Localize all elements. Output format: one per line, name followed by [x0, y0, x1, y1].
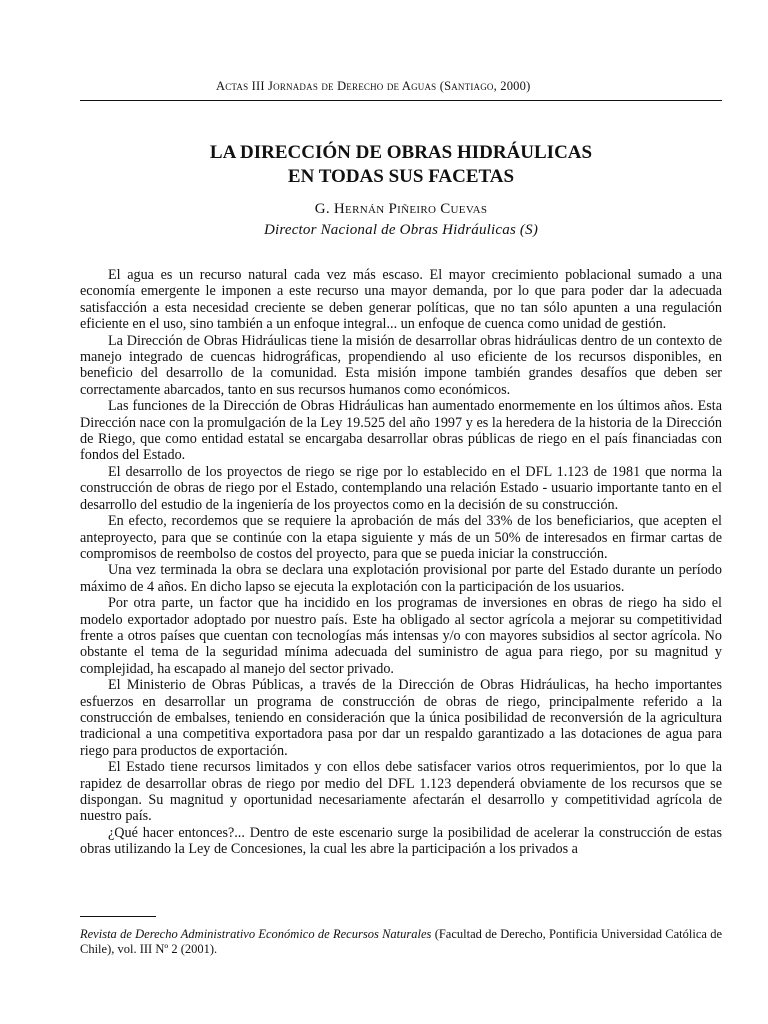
body-text — [80, 267, 722, 858]
header-rule — [80, 100, 722, 101]
article-title — [80, 141, 722, 189]
paragraph: El desarrollo de los proyectos de riego se rige por lo establecido en el DFL 1.123 de 1981 que norma la construcción de obras de riego por el Estado, contemplando una relación Estado - usuario importante tanto en el desarrollo del estudio de la ingeniería de los proyectos como en la decisión de su construcción. — [80, 463, 722, 513]
footnote — [80, 927, 722, 957]
paragraph: El Ministerio de Obras Públicas, a través de la Dirección de Obras Hidráulicas, ha hecho importantes esfuerzos en desarrollar un programa de construcción de obras de riego, principalmente referido a la construcción de embalses, teniendo en consideración que la única posibilidad de reconversión de la agricultura tradicional a una competitiva exportadora pasa por dar un respaldo garantizado a las dotaciones de agua para riego para productos de exportación. — [80, 677, 722, 759]
paragraph: En efecto, recordemos que se requiere la aprobación de más del 33% de los beneficiarios, que acepten el anteproyecto, para que se continúe con la etapa siguiente y más de un 50% de interesados en firmar cartas de compromisos de reembolso de costos del proyecto, para que se pueda iniciar la construcción. — [80, 513, 722, 562]
footnote-details: (Facultad de Derecho, Pontificia Universidad Católica de Chile), vol. III Nº 2 (2001). — [80, 927, 723, 956]
footnote-rule — [80, 916, 156, 917]
author-affiliation: Director Nacional de Obras Hidráulicas (S) — [263, 222, 539, 238]
author-name: G. Hernán Piñeiro Cuevas — [314, 201, 488, 217]
title-line-2: EN TODAS SUS FACETAS — [287, 166, 515, 187]
paragraph: El agua es un recurso natural cada vez más escaso. El mayor crecimiento poblacional sumado a una economía emergente le imponen a este recurso una mayor demanda, por lo que para poder dar la adecuada satisfacción a esta necesidad creciente se deben generar políticas, que no tan sólo apunten a una regulación eficiente en el uso, sino también a un enfoque integral... un enfoque de cuenca como unidad de gestión. — [80, 267, 722, 333]
running-head-text: Actas III Jornadas de Derecho de Aguas (Santiago, 2000) — [216, 79, 531, 93]
paragraph: La Dirección de Obras Hidráulicas tiene la misión de desarrollar obras hidráulicas dentro de un contexto de manejo integrado de cuencas hidrográficas, propendiendo al uso eficiente de los recursos disponibles, en beneficio del desarrollo de la comunidad. Esta misión impone también grandes desafíos que deben ser correctamente abarcados, tanto en sus recursos humanos como económicos. — [80, 332, 722, 398]
footnote-journal: Revista de Derecho Administrativo Económico de Recursos Naturales — [80, 927, 432, 941]
title-line-1: LA DIRECCIÓN DE OBRAS HIDRÁULICAS — [209, 142, 593, 163]
paragraph: El Estado tiene recursos limitados y con ellos debe satisfacer varios otros requerimientos, por lo que la rapidez de desarrollar obras de riego por medio del DFL 1.123 dependerá obviamente de los recursos que se dispongan. Su magnitud y oportunidad necesariamente afectarán el desarrollo y competitividad agrícola de nuestro país. — [80, 759, 722, 825]
paragraph: Por otra parte, un factor que ha incidido en los programas de inversiones en obras de riego ha sido el modelo exportador adoptado por nuestro país. Este ha obligado al sector agrícola a mejorar su competitividad frente a otros países que cuentan con tecnologías más intensas y/o con mayores subsidios al sector agrícola. No obstante el tema de la seguridad mínima adecuada del suministro de agua para riego, por su magnitud y complejidad, ha escapado al manejo del sector privado. — [80, 595, 722, 677]
paragraph: Una vez terminada la obra se declara una explotación provisional por parte del Estado durante un período máximo de 4 años. En dicho lapso se ejecuta la explotación con la participación de los usuarios. — [80, 562, 722, 595]
paragraph: Las funciones de la Dirección de Obras Hidráulicas han aumentado enormemente en los últimos años. Esta Dirección nace con la promulgación de la Ley 19.525 del año 1997 y es la heredera de la historia de la Dirección de Riego, que como entidad estatal se encargaba desarrollar obras públicas de riego en el país financiadas con fondos del Estado. — [80, 398, 722, 464]
paragraph: ¿Qué hacer entonces?... Dentro de este escenario surge la posibilidad de acelerar la construcción de estas obras utilizando la Ley de Concesiones, la cual les abre la participación a los privados a — [80, 824, 722, 858]
